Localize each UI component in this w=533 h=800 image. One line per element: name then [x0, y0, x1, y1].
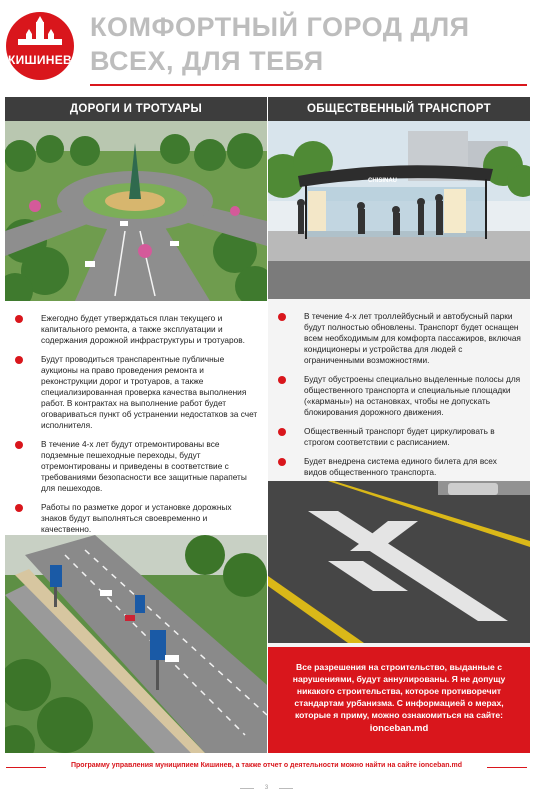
shelter-sign: CHISINAU: [368, 178, 398, 184]
page-title: [90, 10, 510, 78]
title-line-1: КОМФОРТНЫЙ ГОРОД ДЛЯ: [90, 12, 470, 42]
list-item: Будет внедрена система единого билета для всех видов общественного транспорта.: [276, 456, 522, 478]
city-skyline-icon: [6, 12, 74, 80]
bullet-dot-icon: [278, 313, 286, 321]
transport-bullet-list: [268, 299, 530, 492]
bullet-dot-icon: [15, 356, 23, 364]
city-logo: [6, 12, 74, 80]
transport-column: [268, 97, 530, 753]
header-divider: [90, 84, 527, 86]
list-item: Общественный транспорт будет циркулировать в строгом соответствии с расписанием.: [276, 426, 522, 448]
roads-column: [5, 97, 267, 753]
list-item: Работы по разметке дорог и установке дорожных знаков будут выполняться своевременно и качественно.: [13, 502, 259, 535]
bullet-dot-icon: [278, 428, 286, 436]
notice-site-link[interactable]: ionceban.md: [369, 723, 429, 734]
road-marking-photo: [268, 481, 530, 643]
roads-heading: ДОРОГИ И ТРОТУАРЫ: [5, 97, 267, 121]
notice-box: [268, 647, 530, 753]
list-item: Ежегодно будет утверждаться план текущего и капитального ремонта, а также эксплуатации и содержания дорожной инфраструктуры и тротуаров.: [13, 313, 259, 346]
bullet-dot-icon: [15, 504, 23, 512]
bullet-dot-icon: [278, 376, 286, 384]
title-line-2: ВСЕХ, ДЛЯ ТЕБЯ: [90, 46, 324, 76]
bus-stop-photo: [268, 121, 530, 299]
roads-bullet-list: [5, 301, 267, 549]
list-item: Будут проводиться транспарентные публичные аукционы на право проведения ремонта и реконструкции дорог и тротуаров, а также специализированная проверка качества выполнения работ. В контрактах на выполнение работ будет оговариваться пункт об устранении недостатков за счет исполнителя.: [13, 354, 259, 431]
roundabout-photo: [5, 121, 267, 301]
notice-text: Все разрешения на строительство, выданные с нарушениями, будут аннулированы. Я не допущу никакого строительства, которое противоречит стандартам урбанизма. С информацией о мерах, которые я приму, можно ознакомиться на сайте:: [292, 662, 506, 720]
transport-heading: ОБЩЕСТВЕННЫЙ ТРАНСПОРТ: [268, 97, 530, 121]
avenue-photo: [5, 535, 267, 753]
bullet-dot-icon: [15, 315, 23, 323]
footer-text: Программу управления муниципием Кишинев, а также отчет о деятельности можно найти на сайте ionceban.md: [71, 762, 462, 769]
page-number: 3: [264, 785, 269, 791]
bullet-dot-icon: [278, 458, 286, 466]
list-item: В течение 4-х лет будут отремонтированы все подземные пешеходные переходы, будут отремонтированы и приведены в соответствие с требованиями безопасности все защитные парапеты для пешеходов.: [13, 439, 259, 494]
page-number-rule-right: [279, 788, 293, 789]
logo-text: КИШИНЕВ: [7, 53, 73, 67]
bullet-dot-icon: [15, 441, 23, 449]
list-item: В течение 4-х лет троллейбусный и автобусный парки будут полностью обновлены. Транспорт будет оснащен всем необходимым для комфорта пассажиров, включая кондиционеры и устройства для людей с ограниченными возможностями.: [276, 311, 522, 366]
list-item: Будут обустроены специально выделенные полосы для общественного транспорта и специальные площадки («карманы») на остановках, чтобы не допускать блокирования дорожного движения.: [276, 374, 522, 418]
